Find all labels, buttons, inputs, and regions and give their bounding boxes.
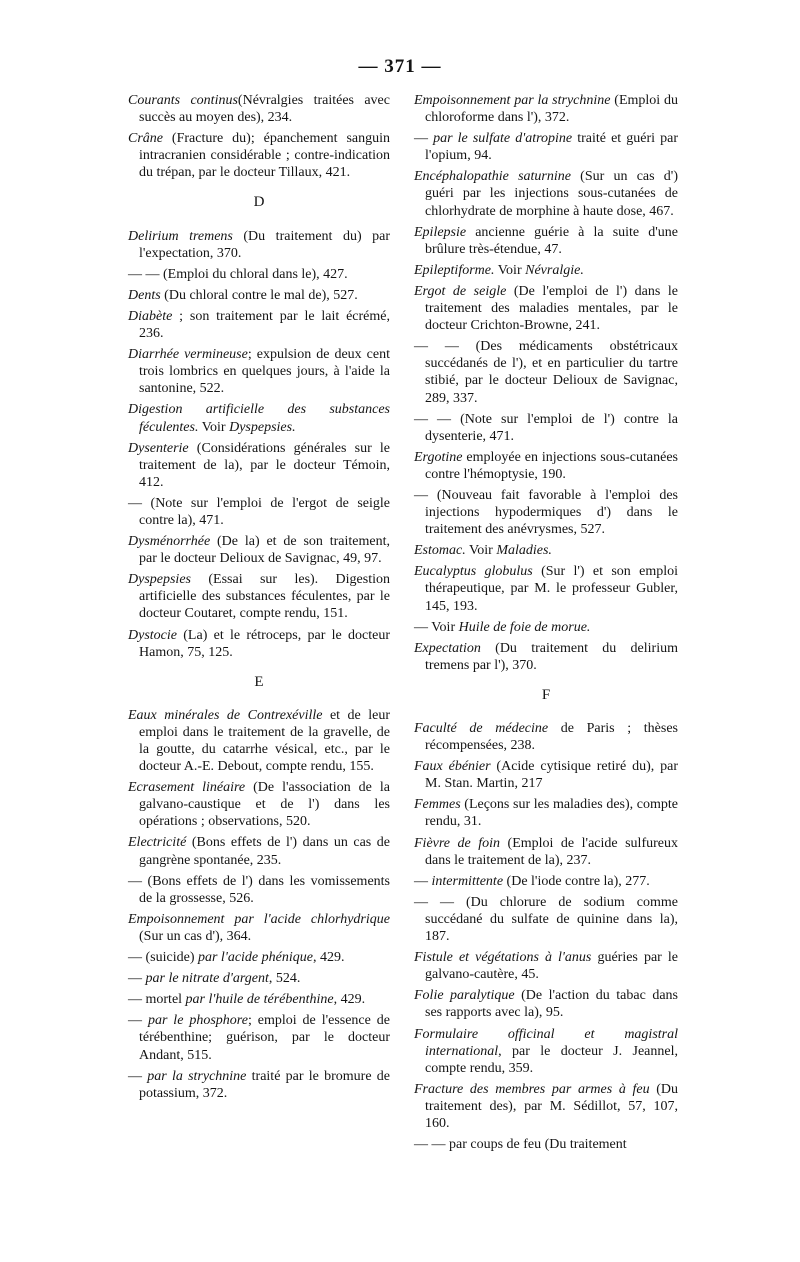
index-entry: — — (Du chlorure de sodium comme succédané du sulfate de quinine dans la), 187. (414, 894, 678, 945)
section-letter-f: F (541, 686, 551, 703)
index-entry: Folie paralytique (De l'action du tabac dans ses rapports avec la), 95. (414, 988, 678, 1021)
index-entry: — — (Emploi du chloral dans le), 427. (128, 266, 348, 282)
index-entry: Digestion artificielle des substances féculentes. Voir Dyspepsies. (128, 402, 390, 435)
index-entry: — mortel par l'huile de térébenthine, 429. (128, 992, 366, 1008)
index-entry: — Voir Huile de foie de morue. (414, 619, 591, 635)
index-entry: Ecrasement linéaire (De l'association de la galvano-caustique et de l') dans les opérations ; observations, 520. (128, 780, 390, 830)
index-entry: Ergot de seigle (De l'emploi de l') dans le traitement des maladies mentales, par le docteur Crichton-Browne, 241. (414, 283, 678, 334)
index-entry: Ergotine employée en injections sous-cutanées contre l'hémoptysie, 190. (414, 449, 678, 482)
index-entry: Dysenterie (Considérations générales sur le traitement de la), par le docteur Témoin, 412. (128, 440, 390, 490)
section-letter-e: E (254, 673, 264, 690)
index-entry: — (suicide) par l'acide phénique, 429. (128, 950, 345, 966)
index-entry: Fistule et végétations à l'anus guéries par le galvano-cautère, 45. (414, 950, 678, 983)
index-entry: — — (Des médicaments obstétricaux succédanés de l'), et en particulier du tartre stibié, par le docteur Delioux de Savignac, 289, 337. (414, 339, 678, 406)
index-entry: Delirium tremens (Du traitement du) par l'expectation, 370. (128, 228, 390, 261)
index-entry: Fracture des membres par armes à feu (Du traitement des), par M. Sédillot, 57, 107, 160. (414, 1081, 678, 1131)
index-entry: — — par coups de feu (Du traitement (414, 1137, 627, 1153)
index-entry: — (Nouveau fait favorable à l'emploi des injections hypodermiques d') dans le traitement des anévrysmes, 527. (414, 487, 678, 538)
index-entry: Electricité (Bons effets de l') dans un cas de gangrène spontanée, 235. (128, 835, 390, 868)
index-entry: — par la strychnine traité par le bromure de potassium, 372. (128, 1068, 391, 1101)
index-entry: Fièvre de foin (Emploi de l'acide sulfureux dans le traitement de la), 237. (414, 835, 678, 868)
index-entry: Empoisonnement par la strychnine (Emploi du chloroforme dans l'), 372. (414, 93, 678, 126)
index-entry: Diabète ; son traitement par le lait écrémé, 236. (128, 308, 390, 342)
page-number: — 371 — (358, 56, 442, 77)
index-entry: Epileptiforme. Voir Névralgie. (414, 262, 584, 278)
index-entry: — (Note sur l'emploi de l'ergot de seigle contre la), 471. (128, 495, 390, 528)
index-entry: — par le nitrate d'argent, 524. (128, 971, 301, 987)
index-entry: Dyspepsies (Essai sur les). Digestion artificielle des substances féculentes, par le docteur Coutaret, compte rendu, 151. (128, 572, 390, 622)
index-entry: Empoisonnement par l'acide chlorhydrique (Sur un cas d'), 364. (128, 911, 390, 944)
index-entry: Courants continus(Névralgies traitées avec succès au moyen des), 234. (128, 93, 390, 126)
index-entry: Dents (Du chloral contre le mal de), 527. (128, 287, 358, 303)
index-entry: — (Bons effets de l') dans les vomissements de la grossesse, 526. (128, 873, 390, 906)
entries-right-top (414, 92, 678, 674)
index-entry: Femmes (Leçons sur les maladies des), compte rendu, 31. (414, 797, 678, 830)
index-entry: Eucalyptus globulus (Sur l') et son emploi thérapeutique, par M. le professeur Gubler, 145, 193. (414, 564, 678, 614)
index-entry: Dystocie (La) et le rétroceps, par le docteur Hamon, 75, 125. (128, 627, 390, 660)
index-entry: Dysménorrhée (De la) et de son traitement, par le docteur Delioux de Savignac, 49, 97. (128, 534, 390, 567)
entries-e (128, 707, 390, 1102)
index-entry: — — (Note sur l'emploi de l') contre la dysenterie, 471. (414, 411, 678, 444)
index-entry: Formulaire officinal et magistral international, par le docteur J. Jeannel, compte rendu, 359. (414, 1026, 678, 1076)
index-entry: Faux ébénier (Acide cytisique retiré du), par M. Stan. Martin, 217 (414, 759, 678, 792)
index-entry: Encéphalopathie saturnine (Sur un cas d') guéri par les injections sous-cutanées de chlorhydrate de morphine à haute dose, 467. (414, 169, 678, 219)
index-entry: — par le phosphore; emploi de l'essence de térébenthine; guérison, par le docteur Andant, 515. (128, 1013, 390, 1063)
index-entry: — par le sulfate d'atropine traité et guéri par l'opium, 94. (414, 131, 678, 164)
index-entry: Crâne (Fracture du); épanchement sanguin intracranien considérable ; contre-indication du trépan, par le docteur Tillaux, 421. (128, 131, 390, 181)
entries-f (414, 720, 678, 1153)
index-entry: Estomac. Voir Maladies. (414, 543, 552, 559)
index-entry: Diarrhée vermineuse; expulsion de deux cent trois lombrics en quelques jours, à l'aide la santonine, 522. (128, 347, 390, 397)
section-letter-d: D (253, 194, 265, 211)
entries-d (128, 228, 390, 661)
index-entry: Epilepsie ancienne guérie à la suite d'une brûlure très-étendue, 47. (414, 224, 678, 257)
right-column (414, 92, 678, 1153)
index-entry: Eaux minérales de Contrexéville et de leur emploi dans le traitement de la gravelle, de la goutte, du catarrhe vésical, etc., par le docteur A.-E. Debout, compte rendu, 155. (128, 707, 390, 775)
index-entry: — intermittente (De l'iode contre la), 277. (414, 873, 650, 889)
left-column (128, 92, 390, 1102)
index-entry: Expectation (Du traitement du delirium tremens par l'), 370. (414, 640, 678, 673)
index-entry: Faculté de médecine de Paris ; thèses récompensées, 238. (414, 721, 678, 754)
